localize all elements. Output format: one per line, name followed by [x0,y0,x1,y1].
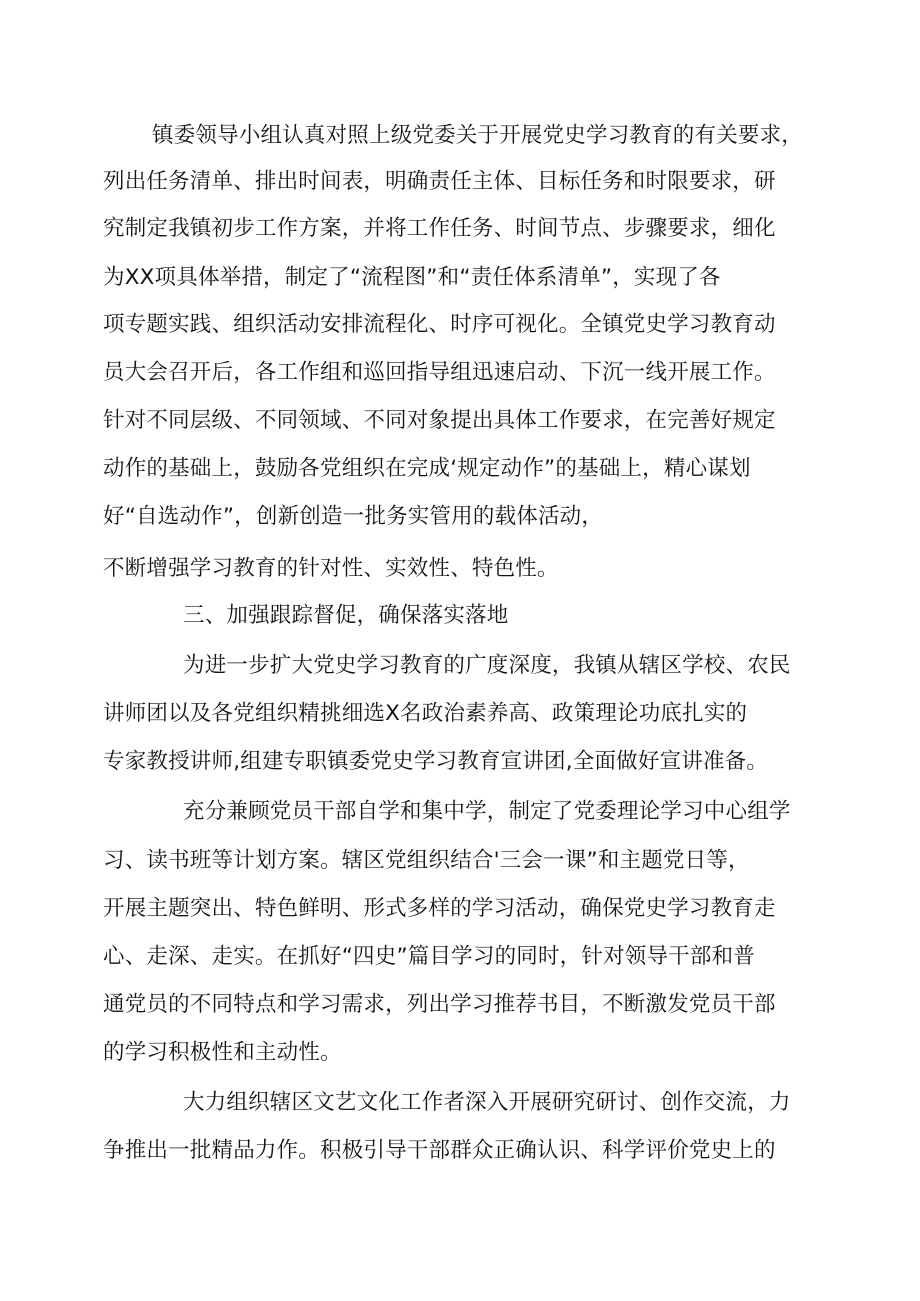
text-line: 的学习积极性和主动性。 [103,1040,342,1065]
text-line: 大力组织辖区文艺文化工作者深入开展研究研讨、创作交流，力 [183,1090,791,1115]
text-line: 为XX项具体举措，制定了“流程图”和“责任体系清单”，实现了各 [103,265,721,290]
section-heading: 三、加强跟踪督促，确保落实落地 [183,603,509,628]
text-line: 通党员的不同特点和学习需求，列出学习推荐书目，不断激发党员干部 [103,992,776,1017]
text-line: 镇委领导小组认真对照上级党委关于开展党史学习教育的有关要求， [152,123,804,148]
text-line: 究制定我镇初步工作方案，并将工作任务、时间节点、步骤要求，细化 [103,216,776,241]
text-line: 心、走深、走实。在抓好“四史”篇目学习的同时，针对领导干部和普 [103,944,755,969]
text-line: 专家教授讲师,组建专职镇委党史学习教育宣讲团,全面做好宣讲准备。 [103,749,769,774]
text-line: 习、读书班等计划方案。辖区党组织结合'三会一课”和主题党日等， [103,848,750,873]
text-line: 项专题实践、组织活动安排流程化、时序可视化。全镇党史学习教育动 [103,312,776,337]
text-line: 充分兼顾党员干部自学和集中学，制定了党委理论学习中心组学 [183,799,791,824]
text-line: 开展主题突出、特色鲜明、形式多样的学习活动，确保党史学习教育走 [103,896,776,921]
text-line: 员大会召开后，各工作组和巡回指导组迅速启动、下沉一线开展工作。 [103,360,776,385]
text-line: 好“自选动作”，创新创造一批务实管用的载体活动， [103,504,604,529]
text-line: 列出任务清单、排出时间表，明确责任主体、目标任务和时限要求，研 [103,169,776,194]
text-line: 为进一步扩大党史学习教育的广度深度，我镇从辖区学校、农民 [183,653,791,678]
text-line: 争推出一批精品力作。积极引导干部群众正确认识、科学评价党史上的 [103,1138,776,1163]
text-line: 不断增强学习教育的针对性、实效性、特色性。 [103,556,559,581]
text-line: 讲师团以及各党组织精挑细选X名政治素养高、政策理论功底扎实的 [103,701,748,726]
text-line: 针对不同层级、不同领域、不同对象提出具体工作要求，在完善好规定 [103,408,776,433]
text-line: 动作的基础上，鼓励各党组织在完成‘规定动作”的基础上，精心谋划 [103,456,751,481]
